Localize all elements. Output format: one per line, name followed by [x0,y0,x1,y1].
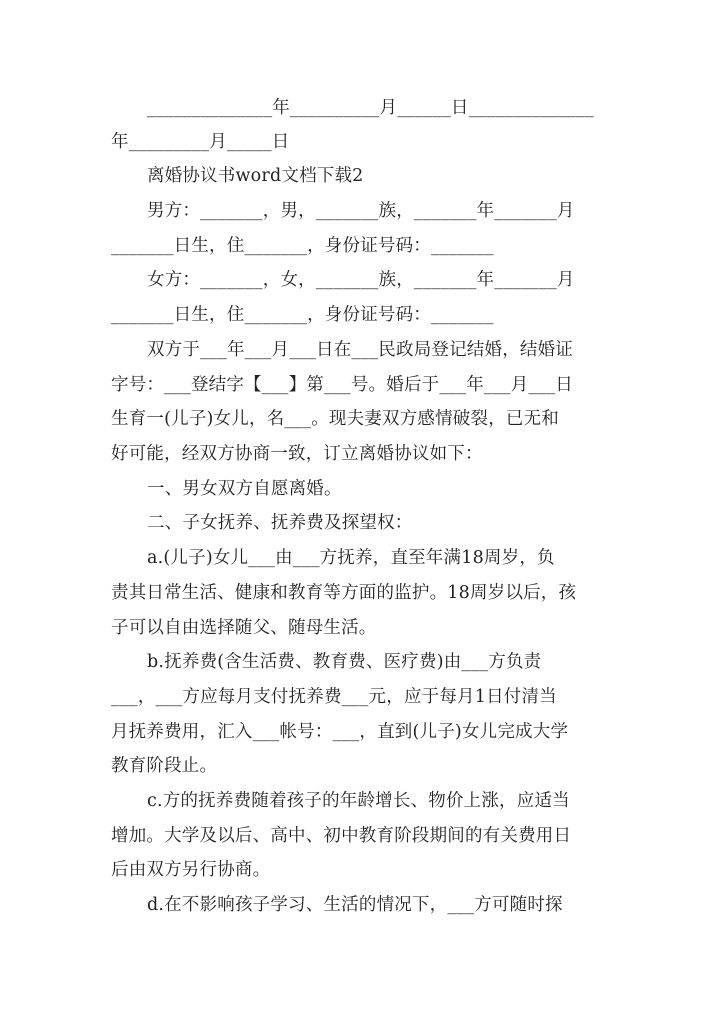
text-line: 后由双方另行协商。 [111,860,271,880]
text-line: ___，___方应每月支付抚养费___元，应于每月1日付清当 [111,687,557,707]
text-line: 男方：_______，男，_______族，_______年_______月 [147,201,575,221]
text-line: 好可能，经双方协商一致，订立离婚协议如下： [111,444,483,464]
text-line: 年_________月_____日 [111,132,290,152]
text-line: b.抚养费(含生活费、教育费、医疗费)由___方负责 [147,652,542,672]
text-line: a.(儿子)女儿___由___方抚养，直至年满18周岁，负 [147,548,555,568]
text-line: 教育阶段止。 [111,756,218,776]
text-line: 增加。大学及以后、高中、初中教育阶段期间的有关费用日 [111,826,572,846]
text-line: _______日生，住_______，身份证号码：_______ [111,236,494,256]
text-line: c.方的抚养费随着孩子的年龄增长、物价上涨，应适当 [147,791,570,811]
document-title: 离婚协议书word文档下载2 [147,166,364,186]
text-line: _______日生，住_______，身份证号码：_______ [111,305,494,325]
text-line: 女方：_______，女，_______族，_______年_______月 [147,270,575,290]
text-line: ______________年__________月______日______________ [147,98,594,118]
text-line: 责其日常生活、健康和教育等方面的监护。18周岁以后，孩 [111,583,577,603]
text-line: 字号：___登结字【___】第___号。婚后于___年___月___日 [111,375,573,395]
text-line: 生育一(儿子)女儿，名___。现夫妻双方感情破裂，已无和 [111,409,560,429]
text-line: d.在不影响孩子学习、生活的情况下，___方可随时探 [147,895,563,915]
section-heading: 一、男女双方自愿离婚。 [147,479,342,499]
text-line: 月抚养费用，汇入___帐号：___，直到(儿子)女儿完成大学 [111,722,569,742]
text-line: 双方于___年___月___日在___民政局登记结婚，结婚证 [147,340,573,360]
section-heading: 二、子女抚养、抚养费及探望权： [147,513,413,533]
text-line: 子可以自由选择随父、随母生活。 [111,618,377,638]
